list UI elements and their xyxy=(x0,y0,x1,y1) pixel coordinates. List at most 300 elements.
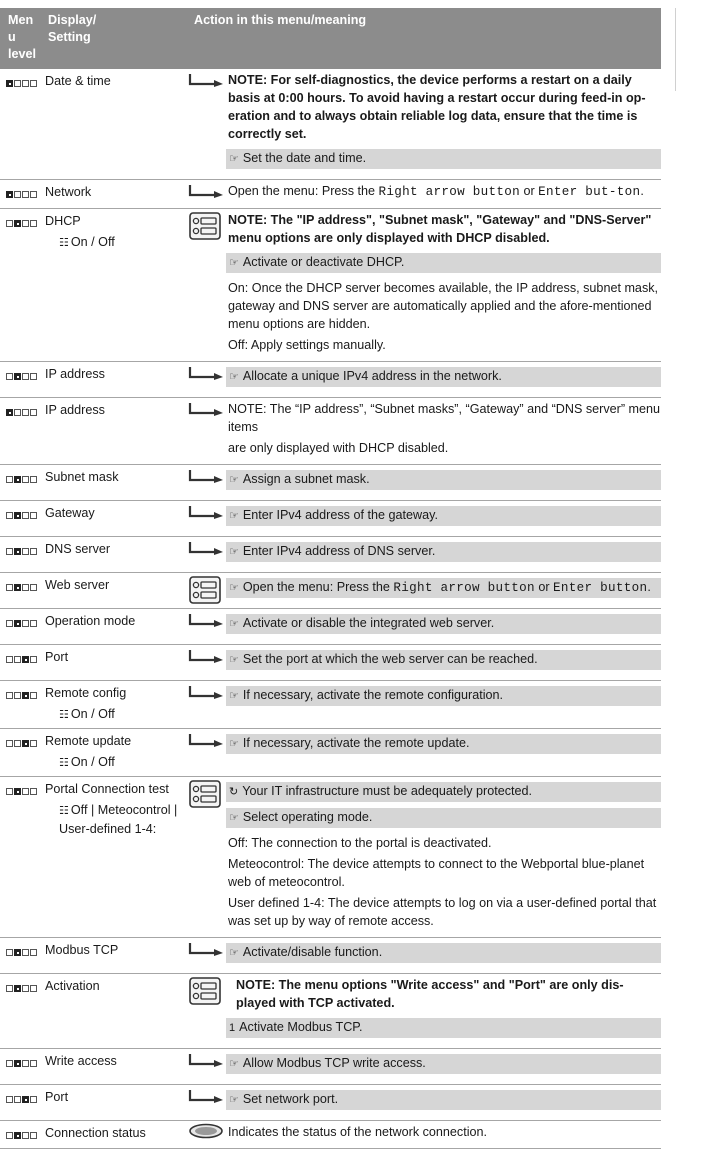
level-box-icon xyxy=(6,949,13,956)
level-box-icon xyxy=(14,476,21,483)
level-box-icon xyxy=(22,1096,29,1103)
instruction-step xyxy=(226,542,661,562)
hand-pointer-icon: ☞ xyxy=(229,690,239,702)
level-box-icon xyxy=(30,220,37,227)
level-box-icon xyxy=(22,80,29,87)
level-box-icon xyxy=(30,656,37,663)
setting-options-text: Off | Meteocontrol | User-defined 1-4: xyxy=(59,803,178,836)
level-box-icon xyxy=(30,584,37,591)
setting-cell xyxy=(42,609,188,645)
description-text xyxy=(226,182,661,204)
setting-cell xyxy=(42,1085,188,1121)
level-box-icon xyxy=(30,788,37,795)
setting-cell xyxy=(42,681,188,729)
hand-pointer-icon: ☞ xyxy=(229,947,239,959)
keypad-icon xyxy=(189,977,221,1005)
menu-level-indicator xyxy=(6,548,37,555)
instruction-text: Activate or disable the integrated web server. xyxy=(242,616,495,630)
table-row xyxy=(0,777,661,938)
level-box-icon xyxy=(14,191,21,198)
level-box-icon xyxy=(30,692,37,699)
instruction-step xyxy=(226,650,661,670)
instruction-step xyxy=(226,1090,661,1110)
setting-cell xyxy=(42,645,188,681)
setting-name: Port xyxy=(45,1090,69,1104)
description-text xyxy=(226,1123,661,1144)
table-header xyxy=(0,8,661,69)
setting-cell xyxy=(42,777,188,938)
setting-cell xyxy=(42,180,188,209)
refresh-icon: ↻ xyxy=(229,786,239,798)
setting-options-text: On / Off xyxy=(70,707,115,721)
menu-level-cell xyxy=(0,645,42,681)
table-row xyxy=(0,938,661,974)
hand-pointer-icon: ☞ xyxy=(229,474,239,486)
instruction-step xyxy=(226,782,661,802)
setting-name: Connection status xyxy=(45,1126,146,1140)
paragraph-text: NOTE: The “IP address”, “Subnet masks”, “Gateway” and “DNS server” menu items xyxy=(228,402,661,434)
menu-level-cell xyxy=(0,1049,42,1085)
instruction-text: Assign a subnet mask. xyxy=(242,472,370,486)
level-box-icon xyxy=(6,584,13,591)
paragraph-text: NOTE: The "IP address", "Subnet mask", "Gateway" and "DNS-Server" menu options are only displayed with DHCP disabled. xyxy=(228,213,652,245)
instruction-step xyxy=(226,578,661,598)
menu-level-indicator xyxy=(6,740,37,747)
arrow-right-icon xyxy=(188,402,224,416)
icon-cell xyxy=(188,465,226,501)
level-box-icon xyxy=(22,584,29,591)
menu-level-indicator xyxy=(6,620,37,627)
icon-cell xyxy=(188,537,226,573)
instruction-text: Select operating mode. xyxy=(242,810,373,824)
icon-cell xyxy=(188,1121,226,1149)
setting-name: DHCP xyxy=(45,214,81,228)
paragraph-text: are only displayed with DHCP disabled. xyxy=(228,441,449,455)
menu-table xyxy=(0,8,661,1149)
level-box-icon xyxy=(30,620,37,627)
key-name: Right arrow button xyxy=(393,581,535,595)
note-text xyxy=(226,976,661,1015)
level-box-icon xyxy=(22,949,29,956)
header-menu-level: Men u level xyxy=(0,8,42,69)
level-box-icon xyxy=(14,584,21,591)
menu-level-cell xyxy=(0,1085,42,1121)
hand-pointer-icon: ☞ xyxy=(229,1058,239,1070)
level-box-icon xyxy=(6,220,13,227)
description-text xyxy=(226,834,661,855)
instruction-text: Activate or deactivate DHCP. xyxy=(242,255,405,269)
arrow-right-icon xyxy=(188,469,224,483)
setting-cell xyxy=(42,1121,188,1149)
setting-cell xyxy=(42,729,188,777)
level-box-icon xyxy=(14,740,21,747)
paragraph-text: On: Once the DHCP server becomes available, the IP address, subnet mask, gateway and DNS server are automatically applied and the afore-mentioned menu options are hidden. xyxy=(228,281,659,331)
instruction-text: Open the menu: Press the xyxy=(228,184,379,198)
level-box-icon xyxy=(14,1096,21,1103)
arrow-right-icon xyxy=(188,613,224,627)
level-box-icon xyxy=(30,1060,37,1067)
icon-cell xyxy=(188,609,226,645)
table-row xyxy=(0,573,661,609)
menu-level-indicator xyxy=(6,692,37,699)
setting-cell xyxy=(42,537,188,573)
table-row xyxy=(0,398,661,465)
menu-level-cell xyxy=(0,362,42,398)
level-box-icon xyxy=(6,1060,13,1067)
hand-pointer-icon: ☞ xyxy=(229,1094,239,1106)
action-cell xyxy=(226,465,661,501)
setting-options-text: On / Off xyxy=(70,235,115,249)
setting-name: Port xyxy=(45,650,69,664)
menu-level-cell xyxy=(0,180,42,209)
level-box-icon xyxy=(30,985,37,992)
key-name: Right arrow button xyxy=(378,185,520,199)
instruction-text: Set network port. xyxy=(242,1092,339,1106)
action-cell xyxy=(226,1049,661,1085)
menu-level-cell xyxy=(0,537,42,573)
instruction-text: Allow Modbus TCP write access. xyxy=(242,1056,426,1070)
instruction-step xyxy=(226,734,661,754)
instruction-text: Enter IPv4 address of the gateway. xyxy=(242,508,438,522)
level-box-icon xyxy=(22,1132,29,1139)
table-row xyxy=(0,537,661,573)
action-cell xyxy=(226,729,661,777)
setting-cell xyxy=(42,398,188,465)
table-row xyxy=(0,974,661,1049)
paragraph-text: Off: Apply settings manually. xyxy=(228,338,386,352)
paragraph-text: NOTE: The menu options "Write access" and "Port" are only dis-played with TCP activated. xyxy=(236,978,624,1010)
level-box-icon xyxy=(30,191,37,198)
menu-level-indicator xyxy=(6,373,37,380)
menu-level-cell xyxy=(0,938,42,974)
keypad-icon xyxy=(189,576,221,604)
menu-level-cell xyxy=(0,1121,42,1149)
setting-name: Web server xyxy=(45,578,110,592)
setting-name: Subnet mask xyxy=(45,470,119,484)
level-box-icon xyxy=(14,985,21,992)
setting-cell xyxy=(42,1049,188,1085)
setting-options-text: On / Off xyxy=(70,755,115,769)
setting-name: Remote update xyxy=(45,734,132,748)
arrow-right-icon xyxy=(188,366,224,380)
icon-cell xyxy=(188,362,226,398)
level-box-icon xyxy=(22,548,29,555)
icon-cell xyxy=(188,501,226,537)
setting-name: DNS server xyxy=(45,542,111,556)
setting-name: Gateway xyxy=(45,506,95,520)
hand-pointer-icon: ☞ xyxy=(229,738,239,750)
level-box-icon xyxy=(14,788,21,795)
hand-pointer-icon: ☞ xyxy=(229,582,239,594)
icon-cell xyxy=(188,974,226,1049)
level-box-icon xyxy=(30,476,37,483)
setting-options xyxy=(45,753,188,772)
table-row xyxy=(0,729,661,777)
level-box-icon xyxy=(6,692,13,699)
level-box-icon xyxy=(22,409,29,416)
level-box-icon xyxy=(14,620,21,627)
setting-name: IP address xyxy=(45,403,105,417)
icon-cell xyxy=(188,573,226,609)
level-box-icon xyxy=(14,949,21,956)
menu-level-cell xyxy=(0,729,42,777)
level-box-icon xyxy=(14,1060,21,1067)
level-box-icon xyxy=(6,191,13,198)
menu-level-indicator xyxy=(6,949,37,956)
menu-level-indicator xyxy=(6,788,37,795)
action-cell xyxy=(226,681,661,729)
instruction-text: Enter IPv4 address of DNS server. xyxy=(242,544,436,558)
level-box-icon xyxy=(30,80,37,87)
menu-level-indicator xyxy=(6,80,37,87)
action-cell xyxy=(226,537,661,573)
menu-level-cell xyxy=(0,974,42,1049)
paragraph-text: Indicates the status of the network connection. xyxy=(228,1125,488,1139)
level-box-icon xyxy=(30,740,37,747)
note-text xyxy=(226,71,661,146)
table-row xyxy=(0,362,661,398)
level-box-icon xyxy=(14,512,21,519)
description-text xyxy=(226,336,661,357)
menu-level-indicator xyxy=(6,476,37,483)
table-row xyxy=(0,180,661,209)
menu-level-indicator xyxy=(6,985,37,992)
hand-pointer-icon: ☞ xyxy=(229,812,239,824)
instruction-text: Your IT infrastructure must be adequately protected. xyxy=(242,784,533,798)
menu-level-indicator xyxy=(6,220,37,227)
icon-cell xyxy=(188,777,226,938)
level-box-icon xyxy=(22,740,29,747)
level-box-icon xyxy=(30,512,37,519)
step-number: 1 xyxy=(229,1022,236,1034)
instruction-step xyxy=(226,808,661,828)
options-list-icon: ☷ xyxy=(59,709,69,721)
action-cell xyxy=(226,398,661,465)
setting-name: IP address xyxy=(45,367,105,381)
level-box-icon xyxy=(6,80,13,87)
table-row xyxy=(0,1049,661,1085)
setting-cell xyxy=(42,573,188,609)
action-cell xyxy=(226,501,661,537)
icon-cell xyxy=(188,398,226,465)
level-box-icon xyxy=(14,656,21,663)
level-box-icon xyxy=(14,80,21,87)
action-cell xyxy=(226,1121,661,1149)
level-box-icon xyxy=(14,692,21,699)
action-cell xyxy=(226,573,661,609)
level-box-icon xyxy=(22,476,29,483)
setting-cell xyxy=(42,362,188,398)
table-row xyxy=(0,645,661,681)
setting-name: Portal Connection test xyxy=(45,782,169,796)
level-box-icon xyxy=(30,409,37,416)
setting-cell xyxy=(42,938,188,974)
menu-level-indicator xyxy=(6,409,37,416)
level-box-icon xyxy=(22,512,29,519)
page-edge-rule xyxy=(675,8,676,91)
level-box-icon xyxy=(30,949,37,956)
paragraph-text: Off: The connection to the portal is deactivated. xyxy=(228,836,492,850)
menu-level-cell xyxy=(0,609,42,645)
setting-cell xyxy=(42,974,188,1049)
icon-cell xyxy=(188,681,226,729)
menu-level-cell xyxy=(0,501,42,537)
instruction-step xyxy=(226,253,661,273)
level-box-icon xyxy=(30,548,37,555)
menu-level-cell xyxy=(0,69,42,180)
arrow-right-icon xyxy=(188,649,224,663)
options-list-icon: ☷ xyxy=(59,805,69,817)
setting-name: Write access xyxy=(45,1054,117,1068)
action-cell xyxy=(226,777,661,938)
setting-cell xyxy=(42,69,188,180)
icon-cell xyxy=(188,209,226,362)
setting-name: Operation mode xyxy=(45,614,136,628)
instruction-text: or xyxy=(519,184,539,198)
action-cell xyxy=(226,362,661,398)
description-text xyxy=(226,894,661,933)
level-box-icon xyxy=(22,220,29,227)
key-name: Enter button xyxy=(553,581,648,595)
table-row xyxy=(0,1085,661,1121)
level-box-icon xyxy=(30,1132,37,1139)
status-led-icon xyxy=(188,1123,224,1139)
level-box-icon xyxy=(6,512,13,519)
instruction-text: Activate/disable function. xyxy=(242,945,383,959)
icon-cell xyxy=(188,1049,226,1085)
icon-cell xyxy=(188,180,226,209)
level-box-icon xyxy=(22,985,29,992)
arrow-right-icon xyxy=(188,505,224,519)
options-list-icon: ☷ xyxy=(59,757,69,769)
description-text xyxy=(226,855,661,894)
menu-level-indicator xyxy=(6,1060,37,1067)
action-cell xyxy=(226,209,661,362)
level-box-icon xyxy=(22,788,29,795)
instruction-text: Open the menu: Press the xyxy=(242,580,394,594)
level-box-icon xyxy=(6,620,13,627)
instruction-text: or xyxy=(534,580,554,594)
instruction-step xyxy=(226,367,661,387)
instruction-step xyxy=(226,149,661,169)
icon-cell xyxy=(188,645,226,681)
hand-pointer-icon: ☞ xyxy=(229,257,239,269)
table-row xyxy=(0,465,661,501)
options-list-icon: ☷ xyxy=(59,237,69,249)
hand-pointer-icon: ☞ xyxy=(229,510,239,522)
action-cell xyxy=(226,609,661,645)
instruction-step xyxy=(226,470,661,490)
instruction-text: Allocate a unique IPv4 address in the network. xyxy=(242,369,502,383)
level-box-icon xyxy=(6,409,13,416)
table-row xyxy=(0,501,661,537)
setting-options xyxy=(45,233,188,252)
level-box-icon xyxy=(14,1132,21,1139)
icon-cell xyxy=(188,729,226,777)
instruction-step xyxy=(226,943,661,963)
menu-level-cell xyxy=(0,681,42,729)
arrow-right-icon xyxy=(188,541,224,555)
arrow-right-icon xyxy=(188,1089,224,1103)
setting-options xyxy=(45,705,188,724)
instruction-step xyxy=(226,506,661,526)
level-box-icon xyxy=(22,1060,29,1067)
level-box-icon xyxy=(14,220,21,227)
keypad-icon xyxy=(189,212,221,240)
action-cell xyxy=(226,180,661,209)
setting-name: Network xyxy=(45,185,92,199)
hand-pointer-icon: ☞ xyxy=(229,546,239,558)
arrow-right-icon xyxy=(188,1053,224,1067)
setting-options xyxy=(45,801,188,838)
keypad-icon xyxy=(189,780,221,808)
level-box-icon xyxy=(22,373,29,380)
instruction-text: Set the date and time. xyxy=(242,151,367,165)
level-box-icon xyxy=(22,191,29,198)
menu-level-cell xyxy=(0,209,42,362)
action-cell xyxy=(226,645,661,681)
level-box-icon xyxy=(6,548,13,555)
description-text xyxy=(226,279,661,336)
level-box-icon xyxy=(22,620,29,627)
level-box-icon xyxy=(6,740,13,747)
header-action-meaning: Action in this menu/meaning xyxy=(188,8,661,69)
header-display-setting: Display/ Setting xyxy=(42,8,188,69)
level-box-icon xyxy=(6,788,13,795)
paragraph-text: User defined 1-4: The device attempts to log on via a user-defined portal that was set up by way of remote access. xyxy=(228,896,657,928)
icon-cell xyxy=(188,69,226,180)
menu-level-indicator xyxy=(6,1132,37,1139)
setting-name: Remote config xyxy=(45,686,127,700)
action-cell xyxy=(226,938,661,974)
menu-level-cell xyxy=(0,573,42,609)
level-box-icon xyxy=(6,373,13,380)
level-box-icon xyxy=(6,656,13,663)
instruction-text: Set the port at which the web server can be reached. xyxy=(242,652,538,666)
instruction-text: . xyxy=(640,184,644,198)
instruction-step xyxy=(226,1018,661,1038)
action-cell xyxy=(226,1085,661,1121)
menu-level-indicator xyxy=(6,191,37,198)
menu-level-cell xyxy=(0,777,42,938)
hand-pointer-icon: ☞ xyxy=(229,371,239,383)
level-box-icon xyxy=(30,373,37,380)
level-box-icon xyxy=(6,476,13,483)
menu-level-indicator xyxy=(6,512,37,519)
icon-cell xyxy=(188,1085,226,1121)
level-box-icon xyxy=(14,409,21,416)
description-text xyxy=(226,400,661,439)
level-box-icon xyxy=(14,373,21,380)
instruction-text: If necessary, activate the remote update. xyxy=(242,736,470,750)
level-box-icon xyxy=(22,656,29,663)
paragraph-text: NOTE: For self-diagnostics, the device performs a restart on a daily basis at 0:00 hours. To avoid having a restart occur during feed-in op-eration and to always obtain reliable log data, ensure that the time is correctly set. xyxy=(228,73,646,141)
key-name: Enter but-ton xyxy=(538,185,641,199)
instruction-text: If necessary, activate the remote configuration. xyxy=(242,688,504,702)
menu-level-indicator xyxy=(6,656,37,663)
hand-pointer-icon: ☞ xyxy=(229,618,239,630)
setting-cell xyxy=(42,465,188,501)
table-row xyxy=(0,69,661,180)
menu-level-cell xyxy=(0,398,42,465)
description-text xyxy=(226,439,661,460)
menu-level-indicator xyxy=(6,584,37,591)
arrow-right-icon xyxy=(188,73,224,87)
paragraph-text: Meteocontrol: The device attempts to connect to the Webportal blue-planet web of meteocontrol. xyxy=(228,857,645,889)
setting-name: Activation xyxy=(45,979,100,993)
icon-cell xyxy=(188,938,226,974)
table-row xyxy=(0,681,661,729)
